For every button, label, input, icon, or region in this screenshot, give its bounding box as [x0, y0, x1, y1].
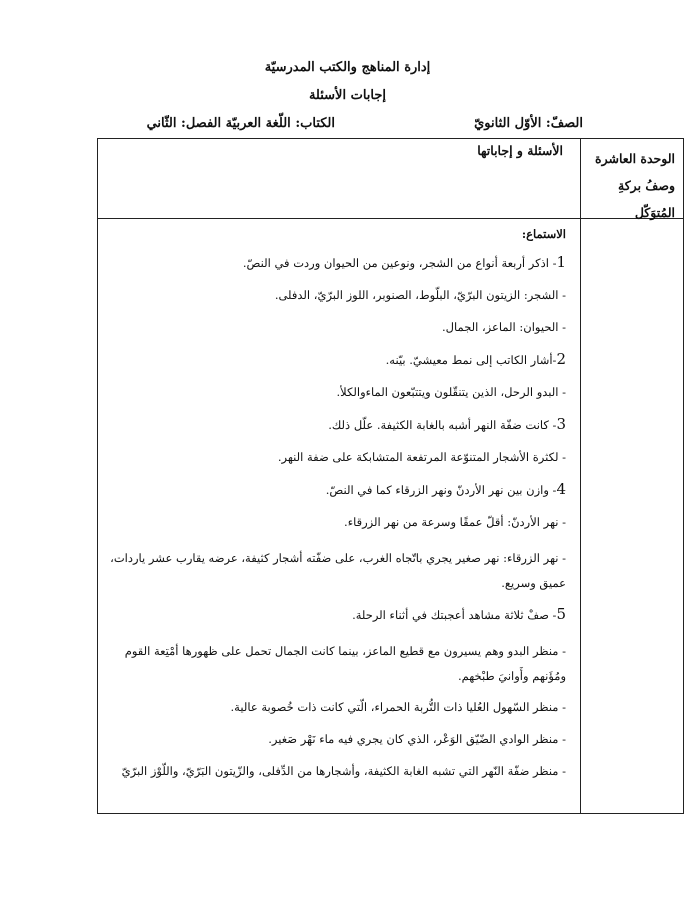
question-number: 4	[556, 480, 566, 498]
question-text: -أشار الكاتب إلى نمط معيشيّ. بيّنه.	[385, 353, 557, 367]
document-title: إدارة المناهج والكتب المدرسيّة	[264, 60, 431, 75]
question-number: 1	[556, 253, 566, 271]
answer-5-1: - منظر البدو وهم يسيرون مع قطيع الماعز، بينما كانت الجمال تحمل على ظهورها أمْتِعة القوم ومُؤَنهم وأَوانيَ طبْخهم.	[124, 644, 566, 683]
question-text: - كانت ضفّة النهر أشبه بالغابة الكثيفة. علّل ذلك.	[328, 418, 557, 432]
answer-2-1: - البدو الرحل، الذين يتنقّلون ويتتبّعون الماءوالكلأ.	[336, 385, 566, 399]
question-1	[106, 254, 566, 271]
answer-4-2: - نهر الزرقاء: نهر صغير يجري باتّجاه الغرب، على ضفّته أشجار كثيفة، عرضه يقارب عشر ياردات، عميق وسريع.	[110, 551, 566, 590]
section-heading: الاستماع:	[521, 227, 566, 241]
column-divider	[580, 139, 581, 813]
question-text: - صفْ ثلاثة مشاهد أعجبتك في أثناء الرحلة.	[352, 608, 557, 622]
unit-cell	[579, 145, 675, 226]
answer-1-1: - الشجر: الزيتون البرّيّ، البلّوط، الصنوبر، اللوز البرّيّ، الدفلى.	[274, 288, 566, 302]
grade-label: الصفّ: الأوّل الثانويّ	[474, 116, 583, 131]
document-subtitle: إجابات الأسئلة	[308, 88, 387, 103]
question-number: 3	[556, 415, 566, 433]
answer-5-4: - منظر ضفّة النّهر التي تشبه الغابة الكثيفة، وأشجارها من الدِّفلى، والزّيتون البَرّيّ، واللّوْز البرّيّ	[121, 764, 566, 778]
answer-5-2: - منظر السّهول العُليا ذات التُّربة الحمراء، الّتي كانت ذات خُصوبة عالية.	[230, 700, 566, 714]
lesson-title-line2: المُتوَكّل	[634, 205, 675, 220]
lesson-title-line1: وصفُ بركةِ	[618, 178, 675, 193]
questions-column-header: الأسئلة و إجاباتها	[477, 143, 563, 158]
answer-1-2: - الحيوان: الماعز، الجمال.	[442, 320, 566, 334]
answer-3-1: - لكثرة الأشجار المتنوّعة المرتفعة المتشابكة على ضفة النهر.	[277, 450, 566, 464]
question-5	[106, 606, 566, 623]
answer-5-3: - منظر الوادي الضّيّق الوَعْر، الذي كان يجري فيه ماء نَهْر صَغير.	[268, 732, 566, 746]
question-2	[106, 351, 566, 368]
questions-answers-content	[106, 227, 566, 795]
book-label: الكتاب: اللّغة العربيّة الفصل: الثّاني	[146, 116, 335, 131]
question-4	[106, 481, 566, 498]
question-text: - اذكر أربعة أنواع من الشجر، ونوعين من الحيوان وردت في النصّ.	[242, 256, 557, 270]
unit-title: الوحدة العاشرة	[595, 151, 675, 166]
question-number: 5	[556, 605, 566, 623]
answers-table	[97, 138, 684, 814]
answer-4-1: - نهر الأردنّ: أقلّ عمقًا وسرعة من نهر الزرقاء.	[344, 515, 566, 529]
question-number: 2	[556, 350, 566, 368]
question-3	[106, 416, 566, 433]
question-text: - وازن بين نهر الأردنّ ونهر الزرقاء كما في النصّ.	[325, 483, 557, 497]
